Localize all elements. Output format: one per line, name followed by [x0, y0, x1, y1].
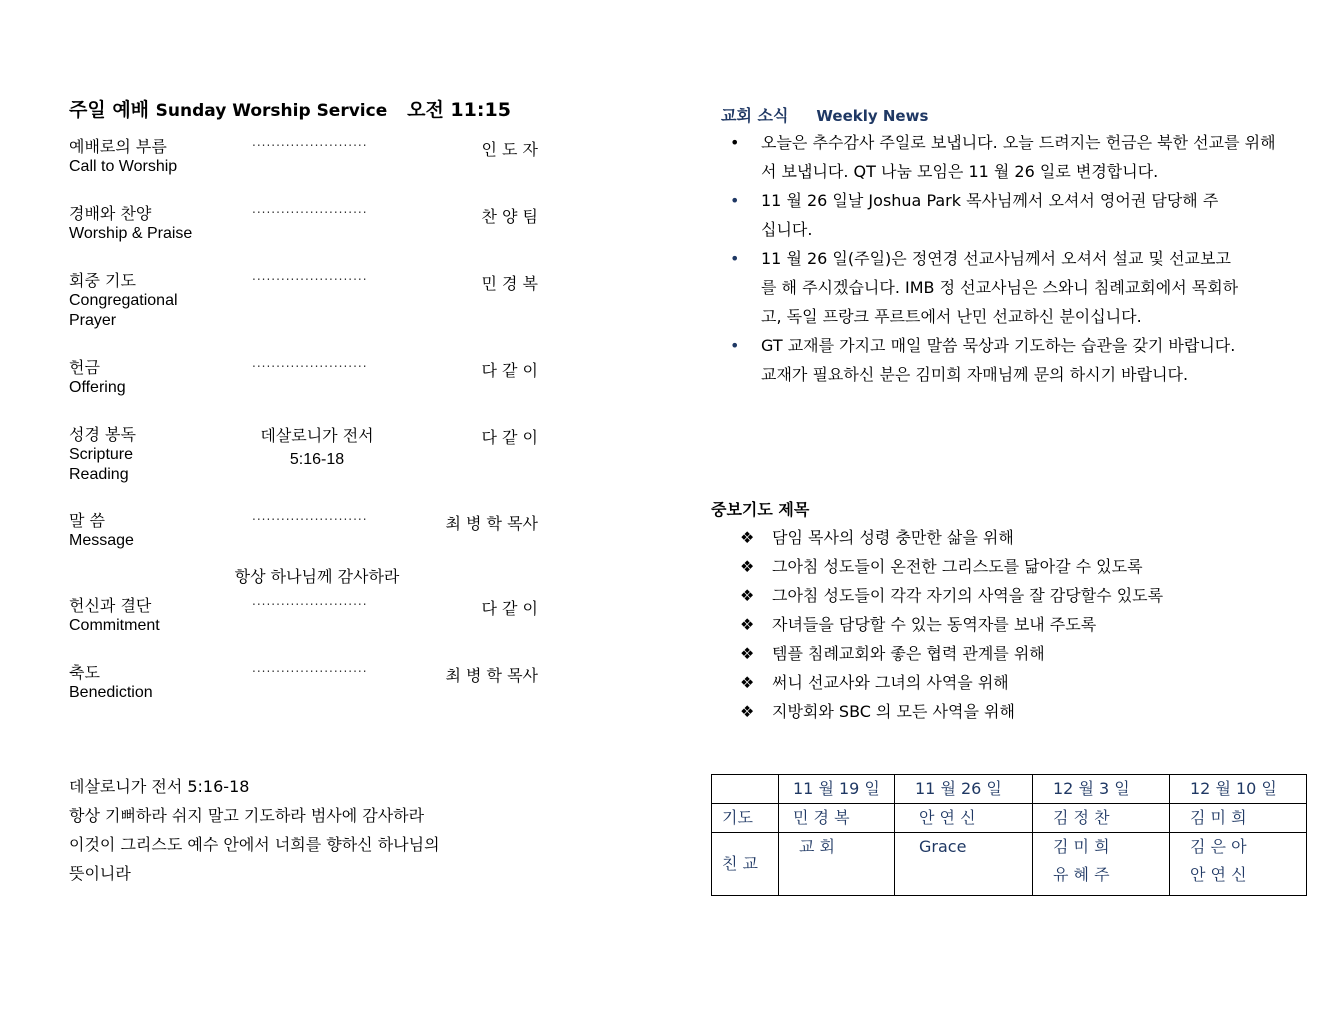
prayer-list — [740, 523, 1163, 726]
cell-name: Grace — [919, 837, 967, 856]
table-cell — [895, 833, 1033, 896]
item-en: Congregational — [69, 292, 178, 309]
item-ko: 말 씀 — [69, 511, 105, 530]
reference-verse: 5:16-18 — [289, 451, 345, 468]
row-label: 기도 — [712, 804, 779, 833]
leader-dots: ........................ — [252, 661, 368, 675]
prayer-text: 그아침 성도들이 온전한 그리스도를 닮아갈 수 있도록 — [772, 557, 1143, 576]
title-ko: 주일 예배 — [69, 99, 150, 121]
news-item: • 11 월 26 일날 Joshua Park 목사님께서 오셔서 영어권 담당해 주십니다. — [730, 186, 1221, 244]
news-heading — [721, 103, 928, 126]
item-reference — [227, 424, 407, 472]
item-en: Scripture — [69, 446, 134, 463]
item-ko: 헌금 — [69, 358, 100, 377]
prayer-item — [740, 581, 1163, 610]
verse-line: 데살로니가 전서 5:16-18 — [69, 777, 250, 796]
verse-line: 항상 기뻐하라 쉬지 말고 기도하라 범사에 감사하라 — [69, 806, 425, 825]
table-cell — [895, 804, 1033, 833]
diamond-bullet-icon: ❖ — [740, 644, 755, 663]
table-cell — [1033, 833, 1170, 896]
news-item: • 11 월 26 일(주일)은 정연경 선교사님께서 오셔서 설교 및 선교보고를 해 주시겠습니다. IMB 정 선교사님은 스와니 침례교회에서 목회하고, 독일 프랑크 푸르트에서 난민 선교하신 분이십니다. — [730, 244, 1241, 331]
table-row — [712, 833, 1307, 896]
corner-cell — [712, 775, 779, 804]
item-ko: 예배로의 부름 — [69, 137, 167, 156]
date-cell: 11 월 26 일 — [895, 775, 1033, 804]
news-title-en: Weekly News — [816, 107, 929, 125]
cell-name: 김 미 희 — [1053, 837, 1110, 856]
item-leader: 민 경 복 — [481, 274, 538, 293]
worship-item — [69, 663, 153, 703]
verse-line: 이것이 그리스도 예수 안에서 너희를 향하신 하나님의 — [69, 835, 440, 854]
prayer-item — [740, 668, 1163, 697]
diamond-bullet-icon: ❖ — [740, 615, 755, 634]
prayer-text: 써니 선교사와 그녀의 사역을 위해 — [772, 673, 1009, 692]
table-cell — [1170, 804, 1307, 833]
prayer-text: 템플 침례교회와 좋은 협력 관계를 위해 — [772, 644, 1045, 663]
prayer-text: 그아침 성도들이 각각 자기의 사역을 잘 감당할수 있도록 — [772, 586, 1164, 605]
title-en: Sunday Worship Service — [155, 101, 388, 121]
worship-item — [69, 511, 134, 551]
news-item: • GT 교재를 가지고 매일 말씀 묵상과 기도하는 습관을 갖기 바랍니다. 교재가 필요하신 분은 김미희 자매님께 문의 하시기 바랍니다. — [730, 331, 1241, 389]
leader-dots: ........................ — [252, 509, 368, 523]
leader-dots: ........................ — [252, 594, 368, 608]
diamond-bullet-icon: ❖ — [740, 528, 755, 547]
cell-name: 유 혜 주 — [1053, 865, 1110, 884]
table-row — [712, 804, 1307, 833]
service-title — [69, 95, 511, 122]
cell-name: 김 미 희 — [1190, 808, 1247, 827]
table-header-row — [712, 775, 1307, 804]
table-cell — [1033, 804, 1170, 833]
item-ko: 성경 봉독 — [69, 425, 136, 444]
item-leader: 다 같 이 — [481, 599, 538, 618]
date-cell: 11 월 19 일 — [779, 775, 895, 804]
item-en: Benediction — [69, 684, 153, 701]
verse-line: 뜻이니라 — [69, 864, 131, 883]
item-en: Call to Worship — [69, 158, 178, 175]
leader-dots: ........................ — [252, 135, 368, 149]
cell-name: 교 회 — [799, 837, 835, 856]
row-label: 친 교 — [712, 833, 779, 896]
table-cell — [779, 804, 895, 833]
service-time: 오전 11:15 — [407, 99, 511, 121]
reference-book: 데살로니가 전서 — [260, 426, 374, 445]
diamond-bullet-icon: ❖ — [740, 702, 755, 721]
table-cell — [1170, 833, 1307, 896]
prayer-item — [740, 610, 1163, 639]
worship-item — [69, 271, 178, 331]
item-ko: 헌신과 결단 — [69, 596, 152, 615]
prayer-item — [740, 523, 1163, 552]
cell-name: 안 연 신 — [1190, 865, 1247, 884]
prayer-heading: 중보기도 제목 — [711, 500, 810, 519]
item-ko: 회중 기도 — [69, 271, 136, 290]
leader-dots: ........................ — [252, 269, 368, 283]
item-leader: 최 병 학 목사 — [445, 666, 538, 685]
prayer-item — [740, 552, 1163, 581]
prayer-text: 담임 목사의 성령 충만한 삶을 위해 — [772, 528, 1014, 547]
prayer-item — [740, 639, 1163, 668]
item-ko: 축도 — [69, 663, 100, 682]
worship-item — [69, 596, 160, 636]
item-leader: 인 도 자 — [481, 140, 538, 159]
cell-name: 민 경 복 — [793, 808, 850, 827]
item-leader: 찬 양 팀 — [481, 207, 538, 226]
news-item: • 오늘은 추수감사 주일로 보냅니다. 오늘 드려지는 헌금은 북한 선교를 위해서 보냅니다. QT 나눔 모임은 11 월 26 일로 변경합니다. — [730, 128, 1281, 186]
item-en: Reading — [69, 466, 129, 483]
prayer-text: 자녀들을 담당할 수 있는 동역자를 보내 주도록 — [772, 615, 1097, 634]
table-cell — [779, 833, 895, 896]
worship-item — [69, 358, 126, 398]
leader-dots: ........................ — [252, 202, 368, 216]
news-list — [730, 128, 1290, 389]
cell-name: 안 연 신 — [919, 808, 976, 827]
item-leader: 다 같 이 — [481, 428, 538, 447]
sermon-title: 항상 하나님께 감사하라 — [234, 567, 400, 586]
item-en: Worship & Praise — [69, 225, 193, 242]
item-ko: 경배와 찬양 — [69, 204, 152, 223]
diamond-bullet-icon: ❖ — [740, 673, 755, 692]
worship-item — [69, 425, 136, 485]
scripture-verse — [69, 772, 440, 888]
item-en: Message — [69, 532, 134, 549]
date-cell: 12 월 3 일 — [1033, 775, 1170, 804]
worship-item — [69, 137, 177, 177]
item-en: Prayer — [69, 312, 117, 329]
item-leader: 최 병 학 목사 — [445, 514, 538, 533]
schedule-table — [711, 774, 1307, 896]
cell-name: 김 은 아 — [1190, 837, 1247, 856]
cell-name: 김 정 찬 — [1053, 808, 1110, 827]
item-en: Commitment — [69, 617, 160, 634]
worship-item — [69, 204, 192, 244]
diamond-bullet-icon: ❖ — [740, 586, 755, 605]
prayer-text: 지방회와 SBC 의 모든 사역을 위해 — [772, 702, 1015, 721]
prayer-item — [740, 697, 1163, 726]
date-cell: 12 월 10 일 — [1170, 775, 1307, 804]
leader-dots: ........................ — [252, 356, 368, 370]
item-leader: 다 같 이 — [481, 361, 538, 380]
diamond-bullet-icon: ❖ — [740, 557, 755, 576]
item-en: Offering — [69, 379, 126, 396]
news-title-ko: 교회 소식 — [721, 106, 789, 125]
